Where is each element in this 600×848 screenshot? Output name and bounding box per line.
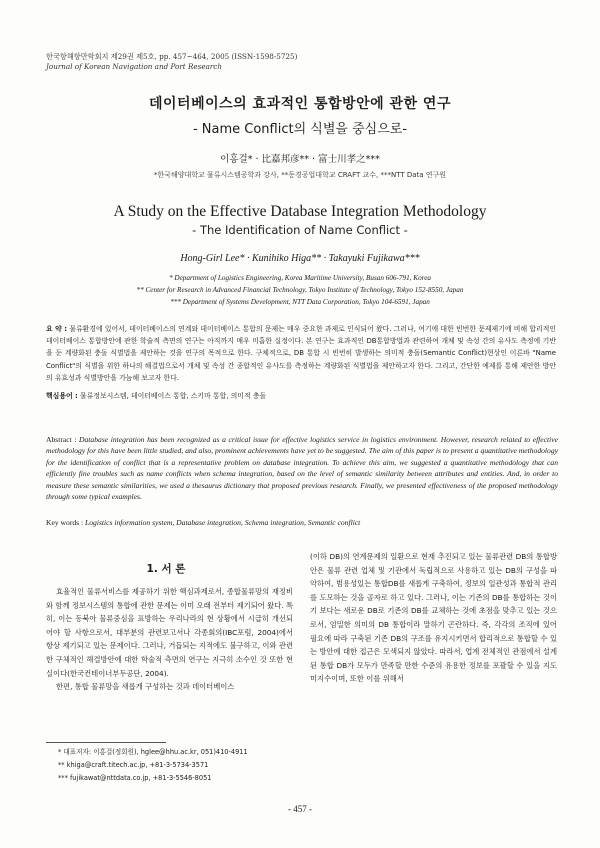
footnotes (58, 746, 248, 785)
keywords-english (46, 518, 556, 527)
footnote-3: *** fujikawat@nttdata.co.jp, +81-3-5546-8051 (58, 774, 212, 782)
affiliations-english (0, 272, 600, 308)
body-column-left (46, 585, 293, 694)
abstract-korean (46, 323, 556, 384)
affiliation-2: ** Center for Research in Advanced Financial Technology, Tokyo Institute of Technology, Tokyo 152-8550, Japan (136, 286, 464, 294)
body-paragraph: 효율적인 물류서비스를 제공하기 위한 핵심과제로서, 종합물류망의 재정비와 함께 정보시스템의 통합에 관한 문제는 이미 오래 전부터 제기되어 왔다. 특히, 이는 동북아 물류중심을 표방하는 우리나라의 현 상황에서 시급히 개선되어야 할 사항으로서, 대부분의 관련보고서나 각종회의(IBC포럼, 2004)에서 항상 제기되고 있는 문제이다. 그러나, 거듭되는 지적에도 불구하고, 이와 관련한 구체적인 해결방안에 대한 학술적 측면의 연구는 지극히 소수인 것 또한 현실이다(한국컨테이너부두공단, 2004). (46, 587, 293, 678)
body-paragraph: (이하 DB)의 연계문제의 일환으로 현재 추진되고 있는 물류관련 DB의 통합방안은 물류 관련 업체 및 기관에서 독립적으로 사용하고 있는 DB의 구성을 파악하여, 범용성있는 통합DB를 새롭게 구축하여, 정보의 일관성과 통합적 관리를 도모하는 것을 골자로 하고 있다. 그러나, 이는 기존의 DB를 통합하는 것이기 보다는 새로운 DB로 기존의 DB를 교체하는 것에 초점을 맞추고 있는 것으로서, 엄밀한 의미의 DB 통합이라 말하기 곤란하다. 즉, 각각의 조직에 있어 필요에 따라 구축된 기존 DB의 구조를 유지시키면서 합리적으로 통합할 수 있는 방안에 대한 접근은 모색되지 않았다. 따라서, 업계 전체적인 관점에서 설계된 통합 DB가 모두가 만족할 만한 수준의 유용한 정보를 포괄할 수 있을 지도 미지수이며, 또한 이를 위해서 (310, 552, 557, 684)
affiliation-3: *** Department of Systems Development, NTT Data Corporation, Tokyo 104-6591, Japan (170, 298, 430, 306)
journal-name-en: Journal of Korean Navigation and Port Research (46, 62, 222, 71)
abstract-english-text: Database integration has been recognized as a critical issue for effective logistics service in logistics environment. However, research related to effective methodology for this have been little studied, and also, prominent achievements have yet to be suggested. The aim of this paper is to present a quantitative methodology for the identification of conflict that is a representative problem on database integration. To achieve this aim, we suggested a quantitative methodology that can efficiently fine troubles such as name conflicts when schema integration, based on the level of semantic similarity between attributes and entities. And, in order to measure these semantic similarities, we used a thesaurus dictionary that proposed previous research. Finally, we presented effectiveness of the proposed methodology through some typical examples. (46, 435, 558, 502)
abstract-korean-label: 요 약 : (46, 325, 68, 333)
keywords-korean-text: 물류정보시스템, 데이터베이스 통합, 스키마 통합, 의미적 충돌 (79, 392, 267, 400)
affiliation-1: * Department of Logistics Engineering, Korea Maritime University, Busan 606-791, Korea (169, 274, 431, 282)
journal-citation: 한국항해항만학회지 제29권 제5호, pp. 457~464, 2005 (ISSN-1598-5725) (46, 52, 298, 61)
keywords-english-label: Key words : (46, 518, 84, 527)
title-english: A Study on the Effective Database Integration Methodology (113, 203, 487, 220)
authors-korean: 이홍걸* · 比嘉邦彦** · 富士川孝之*** (220, 154, 380, 165)
abstract-korean-text: 물류환경에 있어서, 데이터베이스의 연계와 데이터베이스 통합의 문제는 매우 중요한 과제로 인식되어 왔다. 그러나, 여기에 대한 빈번한 문제제기에 비해 합리적인 데이터베이스 통합방안에 관한 학술적 측면의 연구는 아직까지 매우 미흡한 실정이다. 본 연구는 효과적인 DB통합방법과 관련하여 개체 및 속성 간의 유사도 측정에 기반을 둔 계량화된 충돌 식별법을 제안하는 것을 연구의 목적으로 한다. 구체적으로, DB 통합 시 빈번히 발생하는 의미적 충돌(Semantic Conflict)현상인 이른바 "Name Conflict"의 식별을 위한 하나의 해결법으로서 개체 및 속성 간 종합적인 유사도를 측정하는 계량화된 식별법을 제안하고자 한다. 그리고, 간단한 예제를 통해 제안한 방안의 유효성과 식별방안을 가늠해 보고자 한다. (46, 325, 557, 382)
abstract-english-label: Abstract : (46, 435, 77, 444)
title-korean: 데이터베이스의 효과적인 통합방안에 관한 연구 (149, 96, 451, 112)
body-paragraph: 한편, 통합 물류망을 새롭게 구성하는 것과 데이터베이스 (56, 682, 235, 692)
footnote-2: ** khiga@craft.titech.ac.jp, +81-3-5734-3571 (58, 761, 209, 769)
subtitle-korean: - Name Conflict의 식별을 중심으로- (192, 122, 408, 137)
footnote-divider (46, 742, 166, 743)
keywords-korean (46, 390, 556, 400)
subtitle-english: - The Identification of Name Conflict - (192, 223, 408, 237)
keywords-korean-label: 핵심용어 : (46, 392, 78, 400)
body-column-right (310, 550, 557, 686)
keywords-english-text: Logistics information system, Database integration, Schema integration, Semantic conflict (85, 518, 361, 527)
page-number: - 457 - (288, 804, 312, 814)
section-heading-introduction: 1. 서 론 (146, 563, 186, 575)
abstract-english (46, 434, 558, 502)
authors-english: Hong-Girl Lee* · Kunihiko Higa** · Takayuki Fujikawa*** (180, 253, 420, 264)
footnote-1: * 대표저자: 이홍걸(정회원), hglee@hhu.ac.kr, 051)410-4911 (58, 748, 248, 756)
affiliations-korean: *한국해양대학교 물류시스템공학과 강사, **동경공업대학교 CRAFT 교수, ***NTT Data 연구원 (153, 171, 447, 179)
journal-header (46, 52, 297, 72)
